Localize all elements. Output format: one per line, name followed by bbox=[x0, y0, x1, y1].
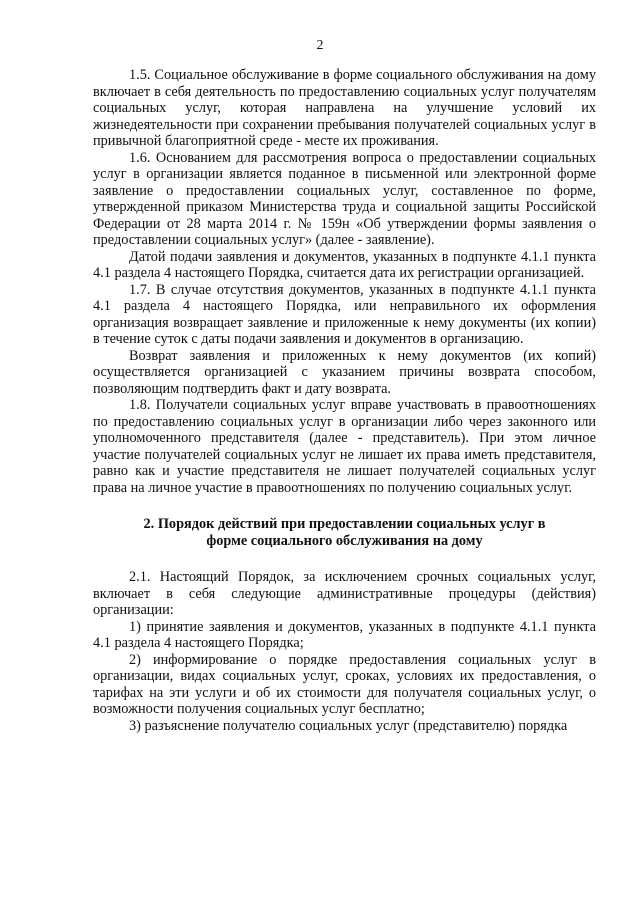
paragraph-submission-date: Датой подачи заявления и документов, указанных в подпункте 4.1.1 пункта 4.1 раздела 4 настоящего Порядка, считается дата их регистрации организацией. bbox=[93, 248, 596, 281]
paragraph-1-8: 1.8. Получатели социальных услуг вправе участвовать в правоотношениях по предоставлению социальных услуг в организации либо через законного или уполномоченного представителя (далее - представитель). При этом личное участие получателей социальных услуг не лишает их права иметь представителя, равно как и участие представителя не лишает получателей социальных услуг права на личное участие в правоотношениях по получению социальных услуг. bbox=[93, 397, 596, 496]
page-number: 2 bbox=[316, 38, 324, 53]
section-2-heading-line-1: 2. Порядок действий при предоставлении социальных услуг в bbox=[143, 516, 546, 532]
paragraph-1-7: 1.7. В случае отсутствия документов, указанных в подпункте 4.1.1 пункта 4.1 раздела 4 настоящего Порядка, или неправильного их оформления организация возвращает заявление и приложенные к нему документы (их копии) в течение суток с даты подачи заявления и документов в организацию. bbox=[93, 281, 596, 347]
paragraph-return: Возврат заявления и приложенных к нему документов (их копий) осуществляется организацией с указанием причины возврата способом, позволяющим подтвердить факт и дату возврата. bbox=[93, 347, 596, 397]
section-2-heading bbox=[93, 516, 596, 549]
list-item-1: 1) принятие заявления и документов, указанных в подпункте 4.1.1 пункта 4.1 раздела 4 настоящего Порядка; bbox=[93, 618, 596, 651]
list-item-2: 2) информирование о порядке предоставления социальных услуг в организации, видах социальных услуг, сроках, условиях их предоставления, о тарифах на эти услуги и об их стоимости для получателя социальных услуг, о возможности получения социальных услуг бесплатно; bbox=[93, 651, 596, 717]
document-body bbox=[93, 67, 596, 734]
paragraph-2-1: 2.1. Настоящий Порядок, за исключением срочных социальных услуг, включает в себя следующие административные процедуры (действия) организации: bbox=[93, 569, 596, 618]
section-2-heading-line-2: форме социального обслуживания на дому bbox=[206, 532, 483, 549]
paragraph-1-6: 1.6. Основанием для рассмотрения вопроса о предоставлении социальных услуг в организации является поданное в письменной или электронной форме заявление о предоставлении социальных услуг, составленное по форме, утвержденной приказом Министерства труда и социальной защиты Российской Федерации от 28 марта 2014 г. № 159н «Об утверждении формы заявления о предоставлении социальных услуг» (далее - заявление). bbox=[93, 149, 596, 248]
paragraph-1-5: 1.5. Социальное обслуживание в форме социального обслуживания на дому включает в себя деятельность по предоставлению социальных услуг получателям социальных услуг, которая направлена на улучшение условий их жизнедеятельности при сохранении пребывания получателей социальных услуг в привычной благоприятной среде - месте их проживания. bbox=[93, 67, 596, 149]
list-item-3: 3) разъяснение получателю социальных услуг (представителю) порядка bbox=[129, 717, 568, 734]
